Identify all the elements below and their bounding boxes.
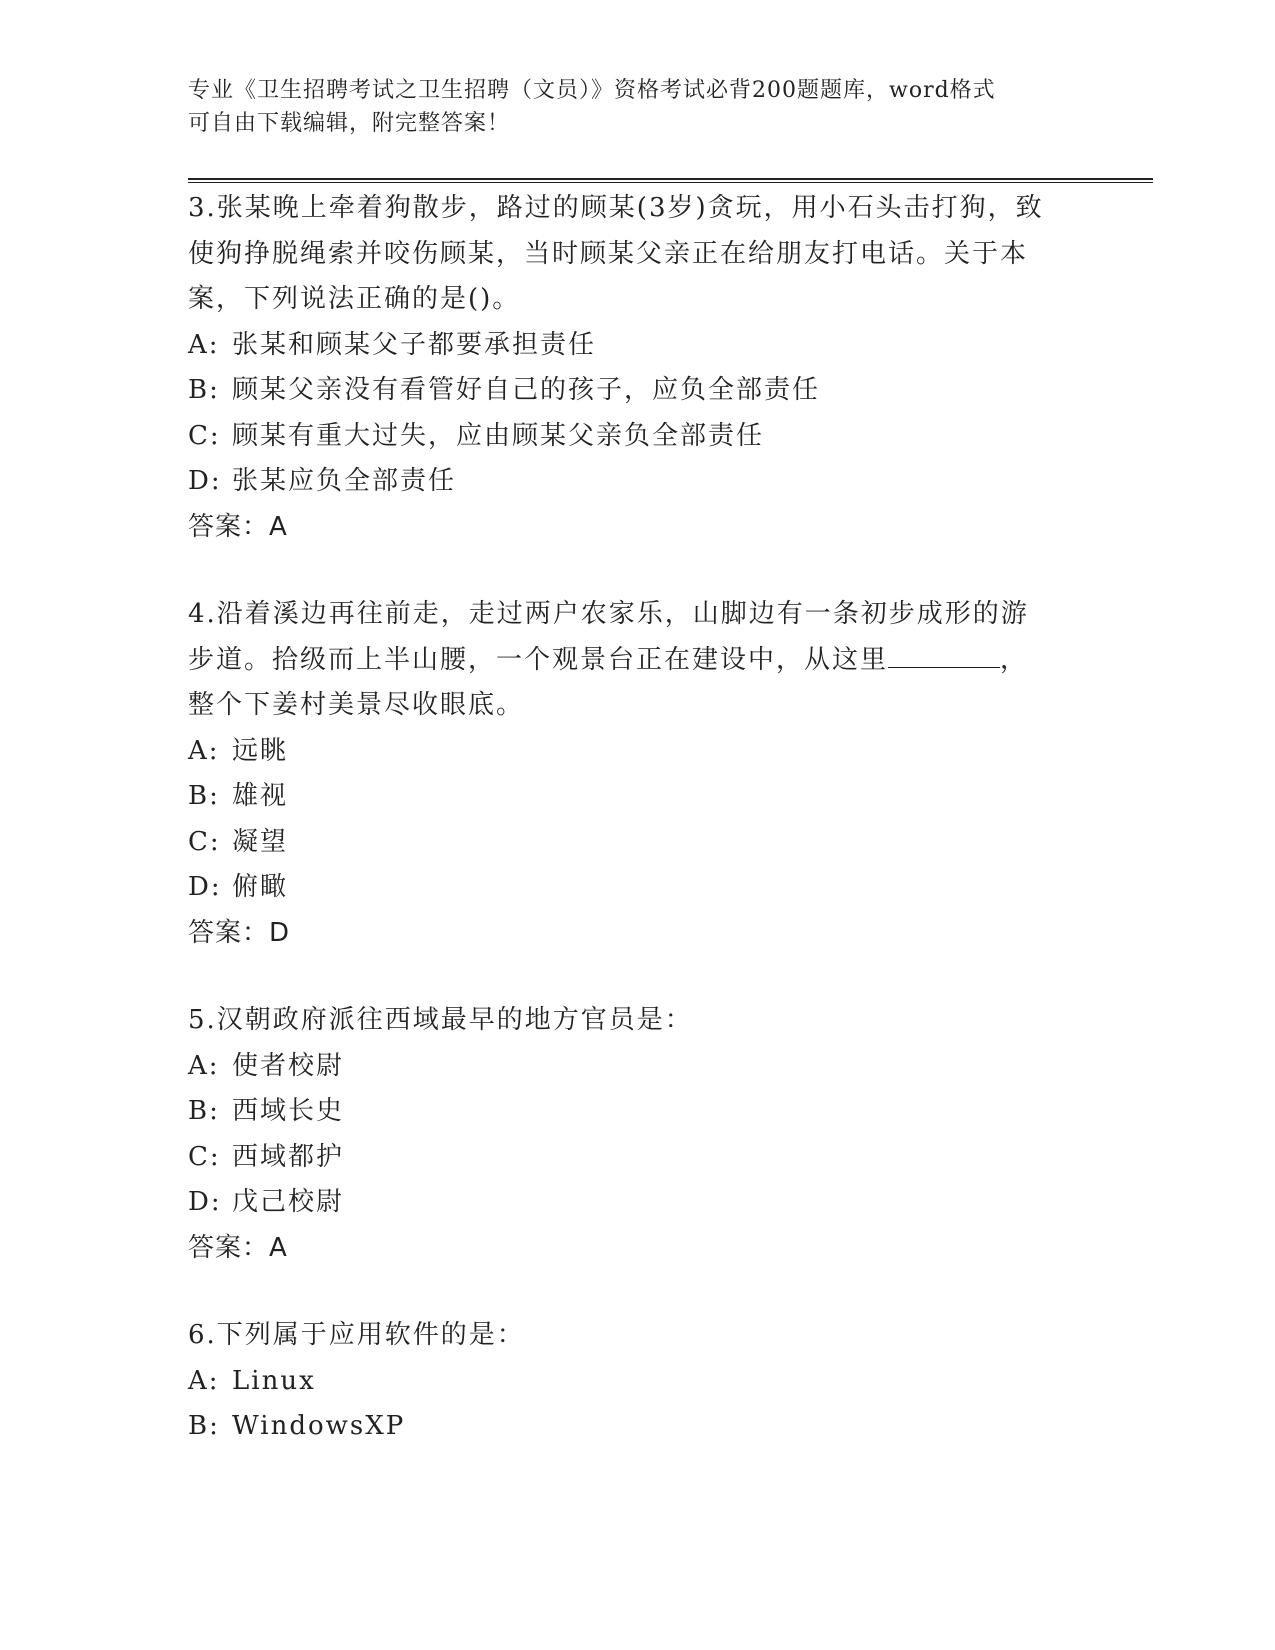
option-letter: A: (188, 329, 220, 360)
option-text: Linux (232, 1365, 316, 1396)
option-text: WindowsXP (232, 1411, 406, 1441)
stem-text: 步道。拾级而上半山腰，一个观景台正在建设中，从这里 (188, 644, 889, 675)
stem-line: 案，下列说法正确的是()。 (188, 284, 521, 314)
stem-line: 3.张某晚上牵着狗散步，路过的顾某(3岁)贪玩，用小石头击打狗，致 (188, 193, 1044, 223)
header-divider (188, 178, 1153, 183)
stem-line: 5.汉朝政府派往西域最早的地方官员是： (188, 1005, 693, 1035)
option-b (188, 1404, 1088, 1450)
option-text: 顾某有重大过失，应由顾某父亲负全部责任 (232, 420, 765, 451)
option-letter: B: (188, 1096, 220, 1126)
option-text: 远眺 (232, 735, 289, 766)
option-d (188, 865, 1088, 911)
document-header (188, 74, 1088, 140)
fill-in-blank (888, 645, 1000, 668)
option-text: 西域长史 (232, 1096, 345, 1126)
question-stem (188, 592, 1088, 729)
question-stem (188, 186, 1088, 323)
option-letter: A: (188, 735, 220, 766)
question-4 (188, 592, 1088, 956)
option-d (188, 459, 1088, 505)
option-c (188, 820, 1088, 866)
question-3 (188, 186, 1088, 550)
header-title-line1: 专业《卫生招聘考试之卫生招聘（文员）》资格考试必背200题题库，word格式 (188, 78, 996, 103)
option-letter: B: (188, 375, 220, 405)
option-b (188, 774, 1088, 820)
option-text: 使者校尉 (232, 1050, 345, 1081)
option-text: 凝望 (232, 826, 289, 857)
option-c (188, 414, 1088, 460)
option-letter: A: (188, 1050, 220, 1081)
option-letter: B: (188, 1411, 220, 1441)
option-text: 西域都护 (232, 1141, 345, 1172)
answer-line: 答案：A (188, 511, 288, 542)
option-letter: C: (188, 1141, 221, 1172)
question-list (188, 186, 1088, 1492)
stem-line: 6.下列属于应用软件的是： (188, 1320, 525, 1350)
question-6 (188, 1313, 1088, 1450)
stem-line: 整个下姜村美景尽收眼底。 (188, 690, 525, 720)
option-text: 张某应负全部责任 (232, 466, 457, 496)
option-a (188, 1359, 1088, 1405)
stem-line: 4.沿着溪边再往前走，走过两户农家乐，山脚边有一条初步成形的游 (188, 599, 1029, 629)
question-5 (188, 998, 1088, 1271)
option-b (188, 368, 1088, 414)
answer-line: 答案：D (188, 917, 291, 948)
option-a (188, 729, 1088, 775)
header-title-line2: 可自由下载编辑，附完整答案！ (188, 111, 511, 136)
option-c (188, 1135, 1088, 1181)
option-text: 张某和顾某父子都要承担责任 (232, 329, 597, 360)
option-text: 顾某父亲没有看管好自己的孩子，应负全部责任 (232, 375, 821, 405)
option-letter: D: (188, 466, 222, 496)
option-letter: B: (188, 781, 220, 811)
stem-line: 使狗挣脱绳索并咬伤顾某，当时顾某父亲正在给朋友打电话。关于本 (188, 238, 1029, 269)
question-stem (188, 1313, 1088, 1359)
stem-text: ， (1000, 644, 1029, 675)
option-d (188, 1180, 1088, 1226)
option-b (188, 1089, 1088, 1135)
option-letter: D: (188, 872, 222, 902)
option-text: 俯瞰 (232, 872, 289, 902)
option-text: 戊己校尉 (232, 1187, 345, 1217)
option-letter: C: (188, 420, 221, 451)
option-letter: A: (188, 1365, 220, 1396)
option-letter: C: (188, 826, 221, 857)
option-letter: D: (188, 1187, 222, 1217)
option-a (188, 323, 1088, 369)
option-a (188, 1044, 1088, 1090)
answer-line: 答案：A (188, 1232, 288, 1263)
stem-line (188, 638, 1088, 684)
option-text: 雄视 (232, 781, 289, 811)
question-stem (188, 998, 1088, 1044)
